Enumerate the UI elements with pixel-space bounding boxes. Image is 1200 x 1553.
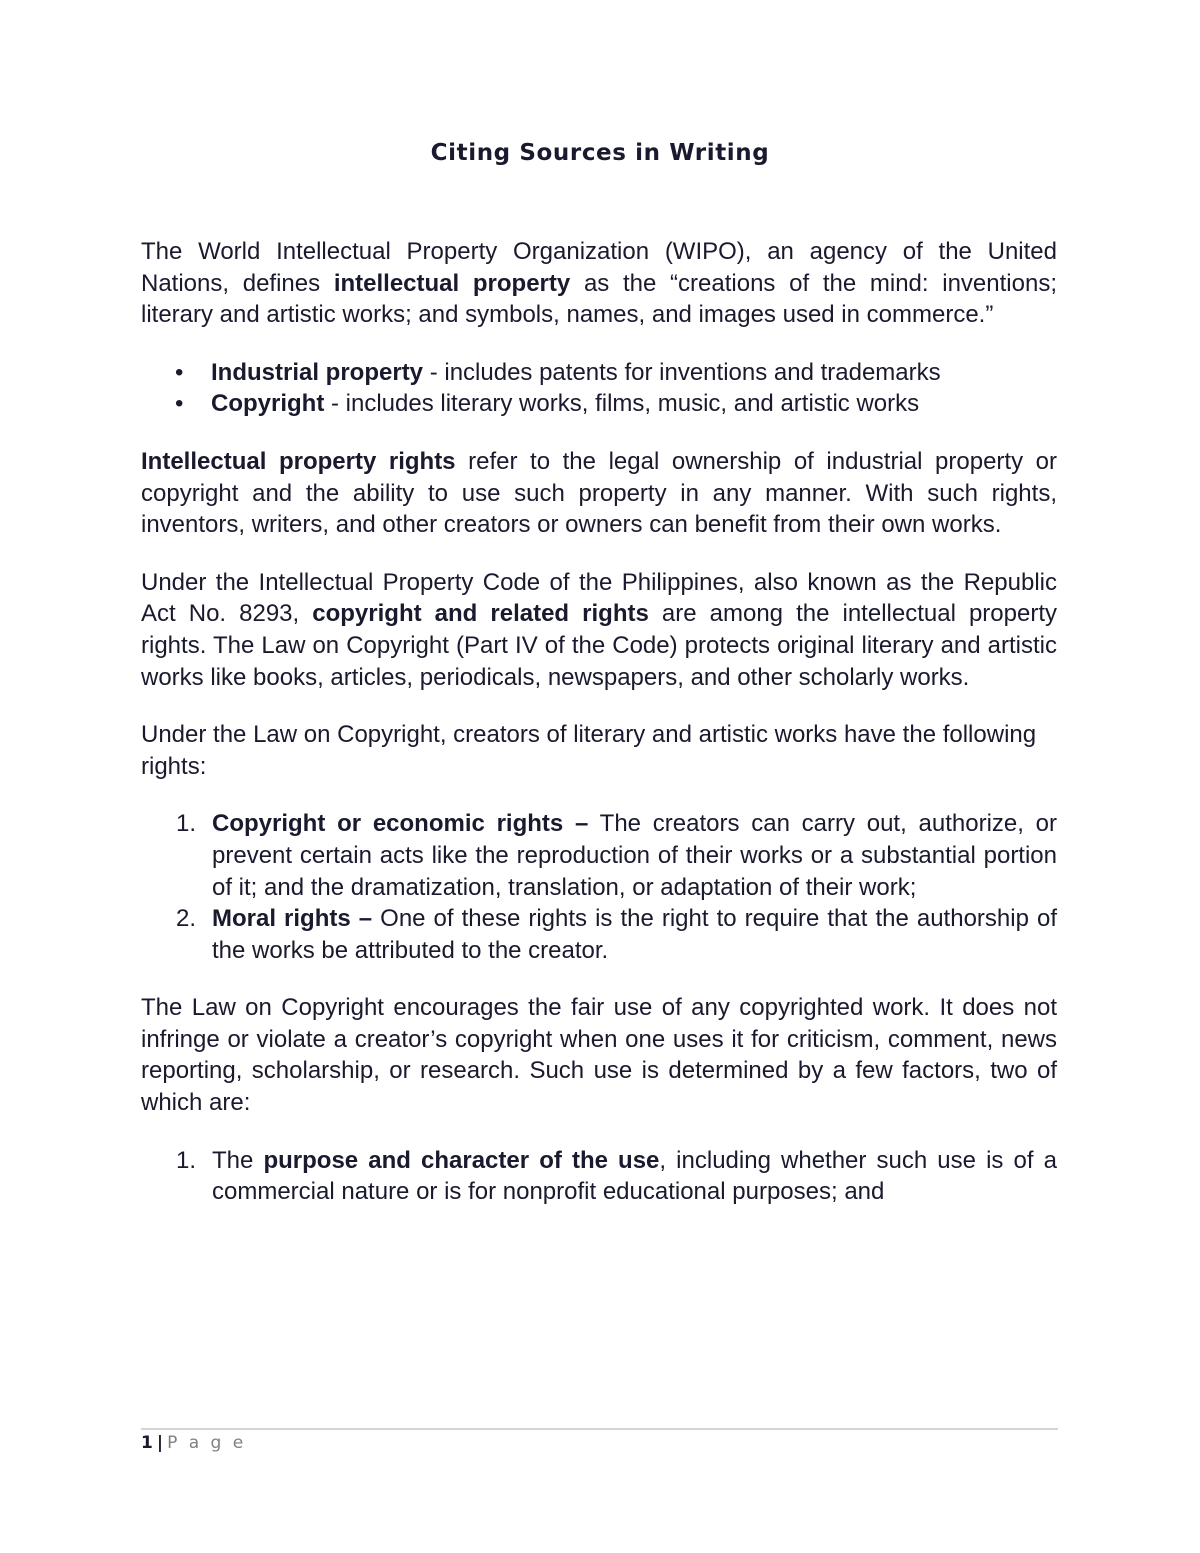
paragraph-ip-rights — [141, 446, 1057, 541]
list-number: 2. — [176, 905, 197, 933]
bullet-icon: • — [175, 358, 184, 386]
list-item — [141, 808, 1057, 903]
document-title: Citing Sources in Writing — [430, 140, 770, 166]
term-moral-rights: Moral rights – — [212, 905, 373, 933]
paragraph-text: The World Intellectual Property Organization (WIPO), an agency of the United Nations, defines — [141, 238, 1057, 297]
paragraph-fair-use: The Law on Copyright encourages the fair use of any copyrighted work. It does not infringe or violate a creator’s copyright when one uses it for criticism, comment, news reporting, scholarship, or research. Such use is determined by a few factors, two of which are: — [141, 994, 1057, 1117]
page-label: P a g e — [167, 1433, 247, 1453]
page-footer — [141, 1433, 246, 1453]
bullet-icon: • — [175, 390, 184, 418]
list-item-text: - includes literary works, films, music, and artistic works — [324, 390, 920, 418]
term-intellectual-property: intellectual property — [333, 269, 571, 297]
paragraph-ip-code — [141, 567, 1057, 693]
paragraph-text: as the “creations of the mind: inventions; literary and artistic works; and symbols, names, and images used in commerce.” — [141, 269, 1057, 329]
list-item — [141, 357, 1057, 389]
paragraph-text: are among the intellectual property rights. The Law on Copyright (Part IV of the Code) protects original literary and artistic works like books, articles, periodicals, newspapers, and other scholarly works. — [141, 600, 1057, 691]
list-item-text: The — [212, 1146, 264, 1174]
list-item-text: - includes patents for inventions and trademarks — [423, 358, 941, 386]
footer-divider — [141, 1428, 1058, 1430]
footer-separator: | — [156, 1433, 164, 1453]
term-copyright-related-rights: copyright and related rights — [312, 600, 649, 628]
fair-use-factors-list — [141, 1145, 1057, 1208]
list-number: 1. — [176, 1146, 197, 1174]
page-number: 1 — [141, 1433, 153, 1453]
list-item — [141, 388, 1057, 420]
term-purpose-character: purpose and character of the use — [263, 1146, 660, 1174]
list-item-text: One of these rights is the right to require that the authorship of the works be attributed to the creator. — [212, 905, 1057, 964]
term-intellectual-property-rights: Intellectual property rights — [141, 447, 456, 475]
list-item-text: The creators can carry out, authorize, or prevent certain acts like the reproduction of their works or a substantial portion of it; and the dramatization, translation, or adaptation of their work; — [212, 810, 1057, 901]
list-number: 1. — [176, 810, 197, 838]
term-economic-rights: Copyright or economic rights – — [212, 810, 589, 838]
paragraph-text: refer to the legal ownership of industrial property or copyright and the ability to use such property in any manner. With such rights, inventors, writers, and other creators or owners can benefit from their own works. — [141, 447, 1058, 539]
paragraph-text: Under the Intellectual Property Code of the Philippines, also known as the Republic Act No. 8293, — [141, 568, 1057, 628]
creator-rights-list — [141, 808, 1057, 966]
ip-types-list — [141, 357, 1057, 420]
paragraph-wipo-definition — [141, 236, 1057, 331]
document-body — [141, 236, 1057, 1234]
term-industrial-property: Industrial property — [211, 358, 424, 386]
term-copyright: Copyright — [211, 390, 325, 418]
list-item — [141, 903, 1057, 966]
list-item — [141, 1145, 1057, 1208]
list-item-text: , including whether such use is of a commercial nature or is for nonprofit educational purposes; and — [212, 1146, 1057, 1206]
paragraph-creator-rights-intro: Under the Law on Copyright, creators of literary and artistic works have the following rights: — [141, 721, 1037, 780]
